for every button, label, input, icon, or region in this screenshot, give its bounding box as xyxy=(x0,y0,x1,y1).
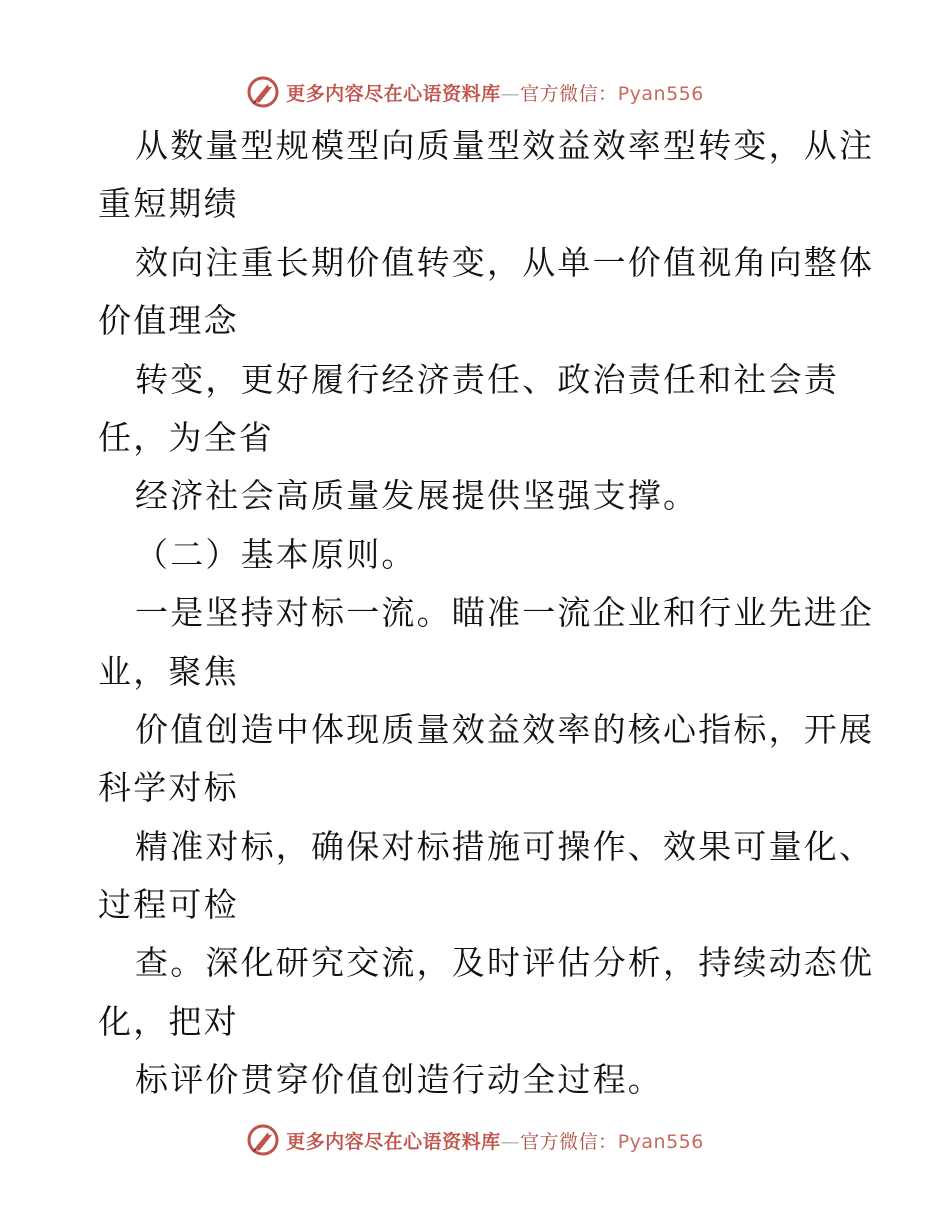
text-line: 业，聚焦 xyxy=(98,651,239,691)
text-line: 科学对标 xyxy=(98,768,239,808)
text-line: 过程可检 xyxy=(98,885,239,925)
text-line: 化，把对 xyxy=(98,1001,239,1041)
text-line: 查。深化研究交流，及时评估分析，持续动态优 xyxy=(135,943,875,983)
text-line: 任，为全省 xyxy=(98,417,274,457)
text-line: 价值创造中体现质量效益效率的核心指标，开展 xyxy=(135,709,875,749)
pen-logo-icon xyxy=(246,75,280,109)
watermark-brand: 更多内容尽在心语资料库 xyxy=(286,1130,501,1153)
text-line: 精准对标，确保对标措施可操作、效果可量化、 xyxy=(135,826,875,866)
watermark-separator: — xyxy=(500,82,521,105)
header-watermark xyxy=(0,72,950,112)
text-line: 经济社会高质量发展提供坚强支撑。 xyxy=(135,476,699,516)
text-line: 一是坚持对标一流。瞄准一流企业和行业先进企 xyxy=(135,593,875,633)
pen-logo-icon xyxy=(246,1123,280,1157)
watermark-account: Pyan556 xyxy=(617,1130,704,1153)
watermark-contact-label: 官方微信： xyxy=(520,82,618,105)
watermark-account: Pyan556 xyxy=(617,82,704,105)
text-line: 重短期绩 xyxy=(98,184,239,224)
footer-watermark xyxy=(0,1120,950,1160)
section-heading: （二）基本原则。 xyxy=(135,534,417,574)
watermark-contact-label: 官方微信： xyxy=(520,1130,618,1153)
watermark-text xyxy=(286,79,704,106)
body-text xyxy=(98,117,875,1110)
watermark-text xyxy=(286,1127,704,1154)
text-line: 标评价贯穿价值创造行动全过程。 xyxy=(135,1060,663,1100)
watermark-brand: 更多内容尽在心语资料库 xyxy=(286,82,501,105)
text-line: 效向注重长期价值转变，从单一价值视角向整体 xyxy=(135,242,875,282)
text-line: 价值理念 xyxy=(98,301,239,341)
text-line: 转变，更好履行经济责任、政治责任和社会责 xyxy=(135,359,839,399)
text-line: 从数量型规模型向质量型效益效率型转变，从注 xyxy=(135,126,875,165)
watermark-separator: — xyxy=(500,1130,521,1153)
